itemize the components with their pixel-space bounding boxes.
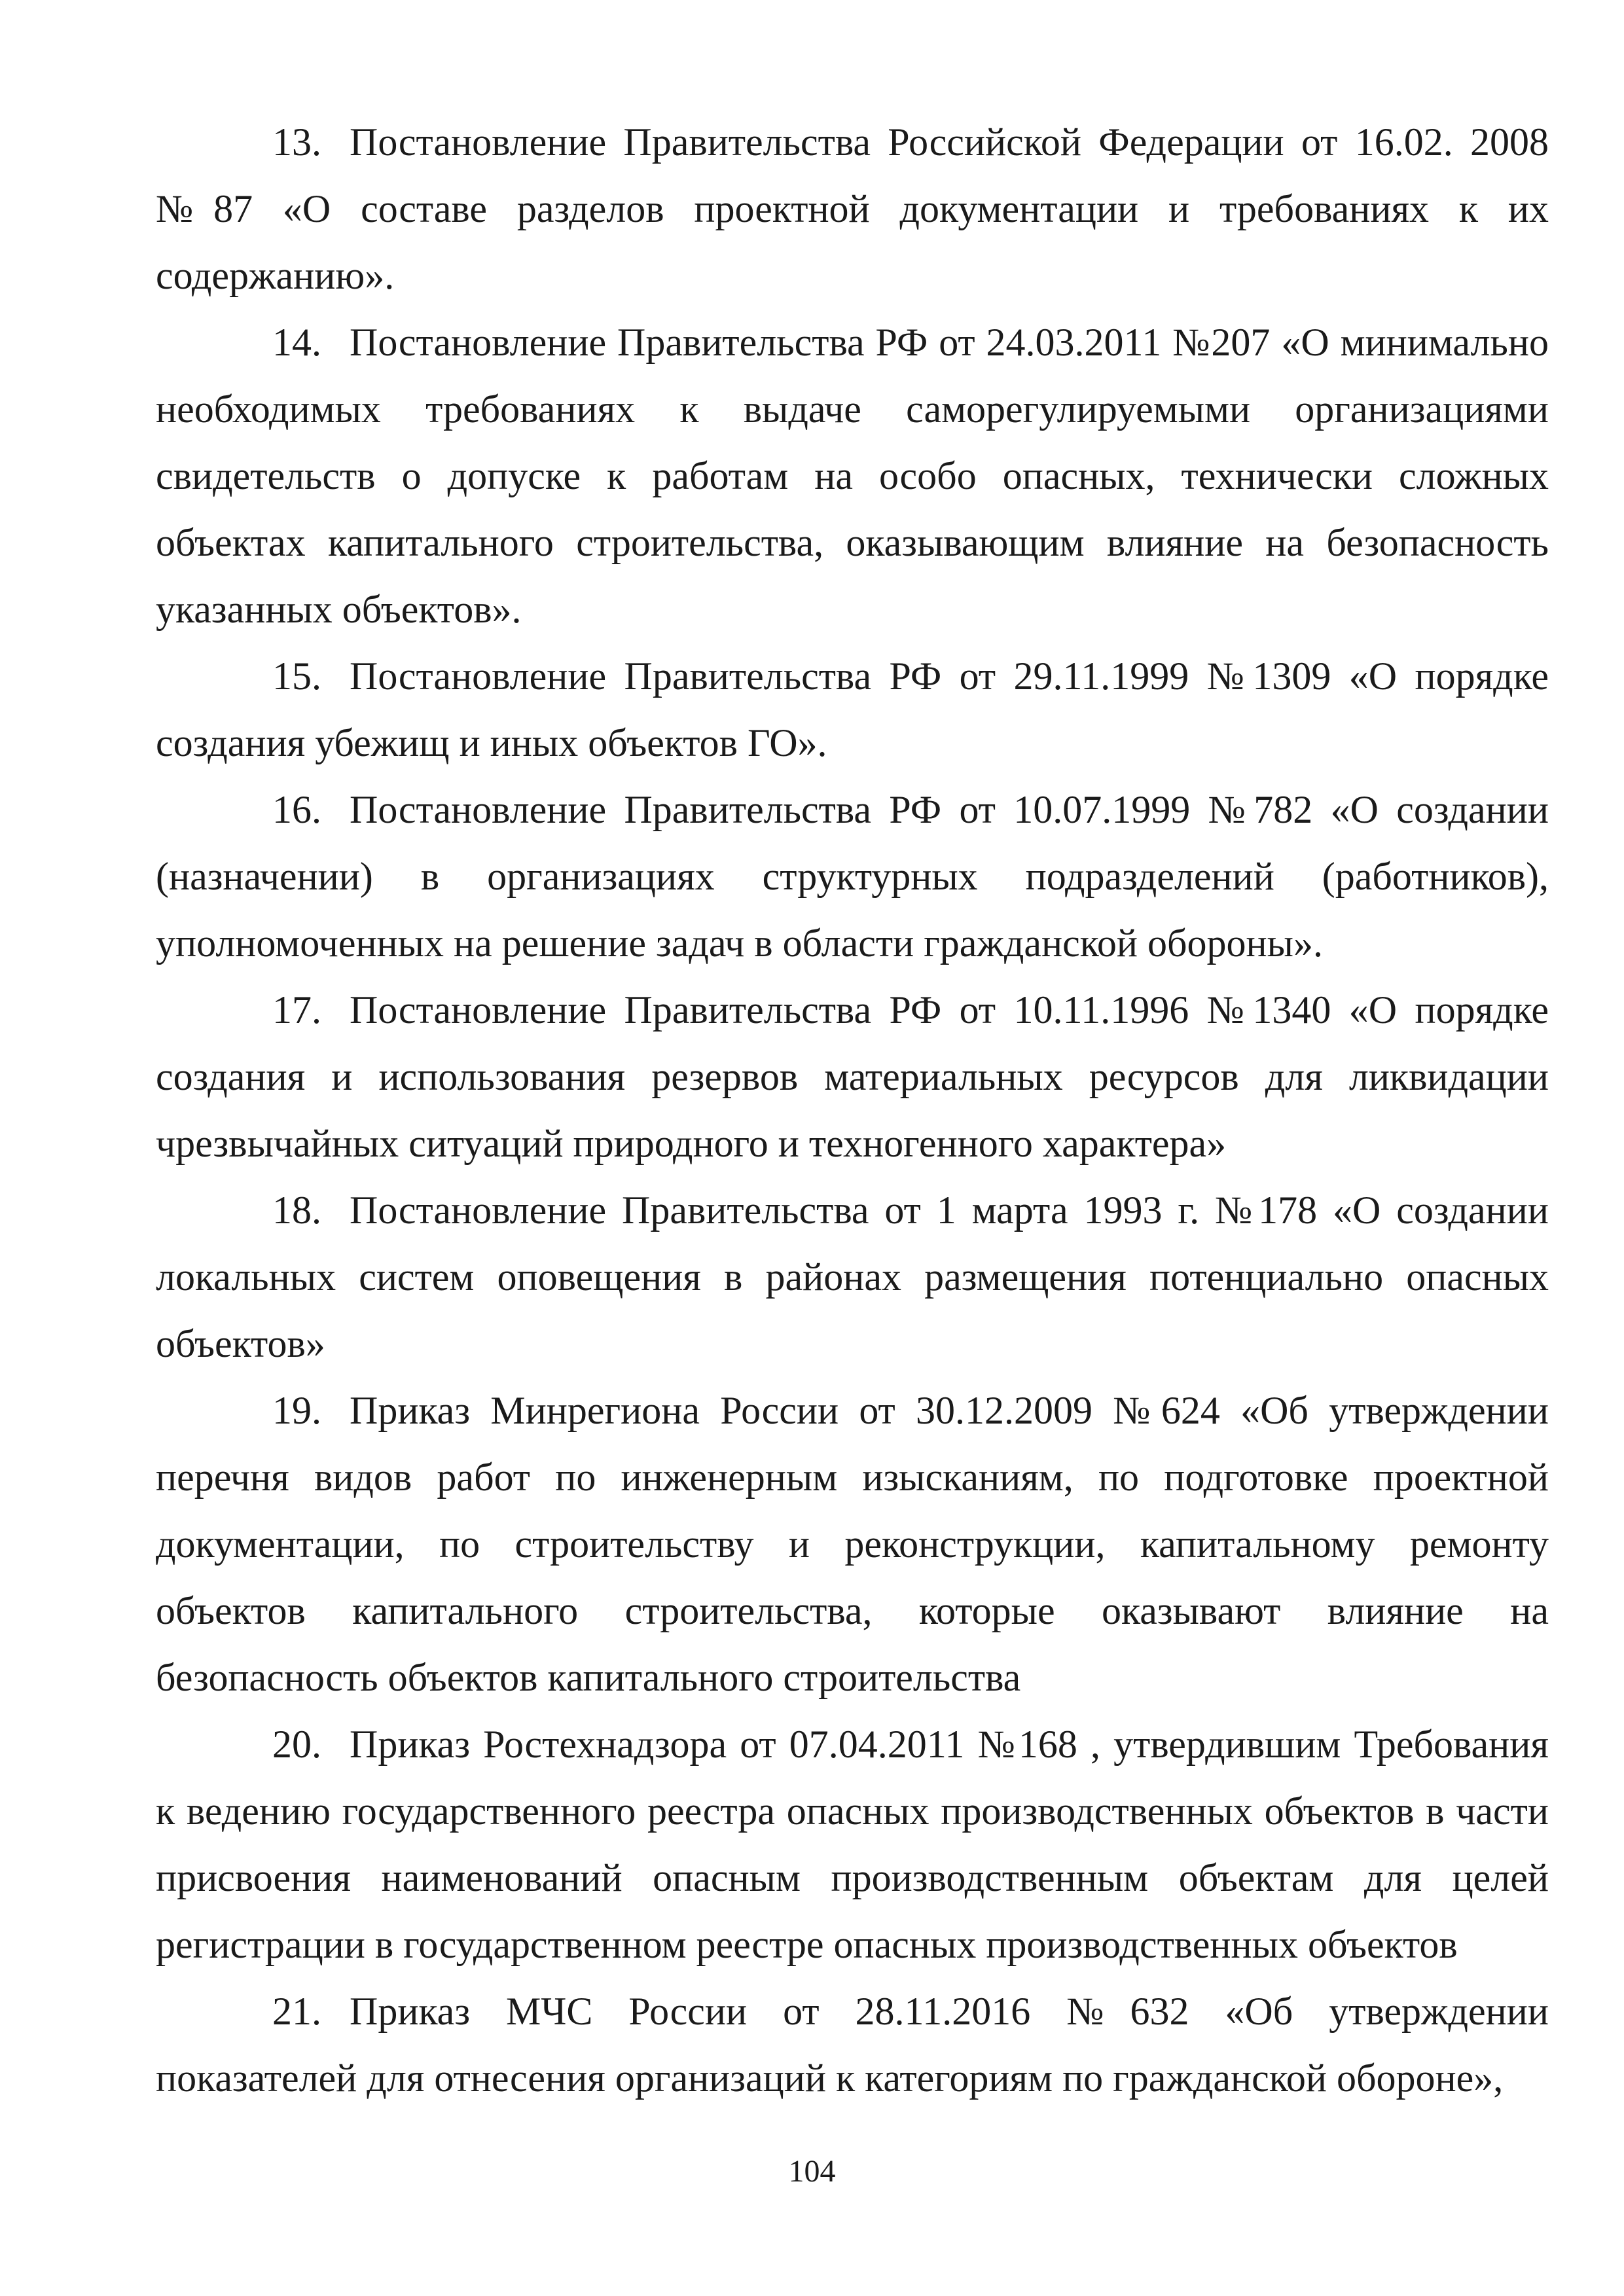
reference-item-16: [156, 776, 1549, 977]
reference-text: Постановление Правительства РФ от 10.11.1996 №1340 «О порядке создания и использования резервов материальных ресурсов для ликвидации чрезвычайных ситуаций природного и техногенного характера»: [156, 988, 1549, 1165]
reference-item-14: [156, 309, 1549, 643]
reference-text: Постановление Правительства от 1 марта 1993 г. №178 «О создании локальных систем оповещения в районах размещения потенциально опасных объектов»: [156, 1189, 1549, 1365]
reference-item-17: [156, 977, 1549, 1177]
reference-text: Постановление Правительства РФ от 24.03.2011 №207 «О минимально необходимых требованиях к выдаче саморегулируемыми организациями свидетельств о допуске к работам на особо опасных, технически сложных объектах капитального строительства, оказывающим влияние на безопасность указанных объектов».: [156, 321, 1549, 631]
reference-number: 14.: [272, 321, 321, 364]
reference-text: Приказ Минрегиона России от 30.12.2009 №624 «Об утверждении перечня видов работ по инженерным изысканиям, по подготовке проектной документации, по строительству и реконструкции, капитальному ремонту объектов капитального строительства, которые оказывают влияние на безопасность объектов капитального строительства: [156, 1389, 1549, 1699]
reference-item-15: [156, 643, 1549, 776]
reference-text: Постановление Правительства РФ от 10.07.1999 №782 «О создании (назначении) в организациях структурных подразделений (работников), уполномоченных на решение задач в области гражданской обороны».: [156, 788, 1549, 965]
reference-number: 13.: [272, 120, 321, 164]
reference-item-21: [156, 1978, 1549, 2111]
reference-text: Постановление Правительства Российской Федерации от 16.02. 2008 №87 «О составе разделов проектной документации и требованиях к их содержанию».: [156, 120, 1549, 297]
reference-list: [156, 109, 1549, 2111]
reference-number: 21.: [272, 1990, 321, 2033]
reference-number: 20.: [272, 1723, 321, 1766]
reference-item-19: [156, 1377, 1549, 1711]
reference-item-18: [156, 1177, 1549, 1377]
reference-number: 17.: [272, 988, 321, 1031]
reference-number: 16.: [272, 788, 321, 831]
reference-item-13: [156, 109, 1549, 309]
reference-number: 15.: [272, 655, 321, 698]
page-number: 104: [788, 2154, 836, 2189]
reference-text: Постановление Правительства РФ от 29.11.1999 №1309 «О порядке создания убежищ и иных объектов ГО».: [156, 655, 1549, 764]
reference-item-20: [156, 1711, 1549, 1978]
reference-text: Приказ Ростехнадзора от 07.04.2011 №168 , утвердившим Требования к ведению государственного реестра опасных производственных объектов в части присвоения наименований опасным производственным объектам для целей регистрации в государственном реестре опасных производственных объектов: [156, 1723, 1549, 1966]
reference-text: Приказ МЧС России от 28.11.2016 №632 «Об утверждении показателей для отнесения организаций к категориям по гражданской обороне»,: [156, 1990, 1549, 2100]
reference-number: 18.: [272, 1189, 321, 1232]
reference-number: 19.: [272, 1389, 321, 1432]
